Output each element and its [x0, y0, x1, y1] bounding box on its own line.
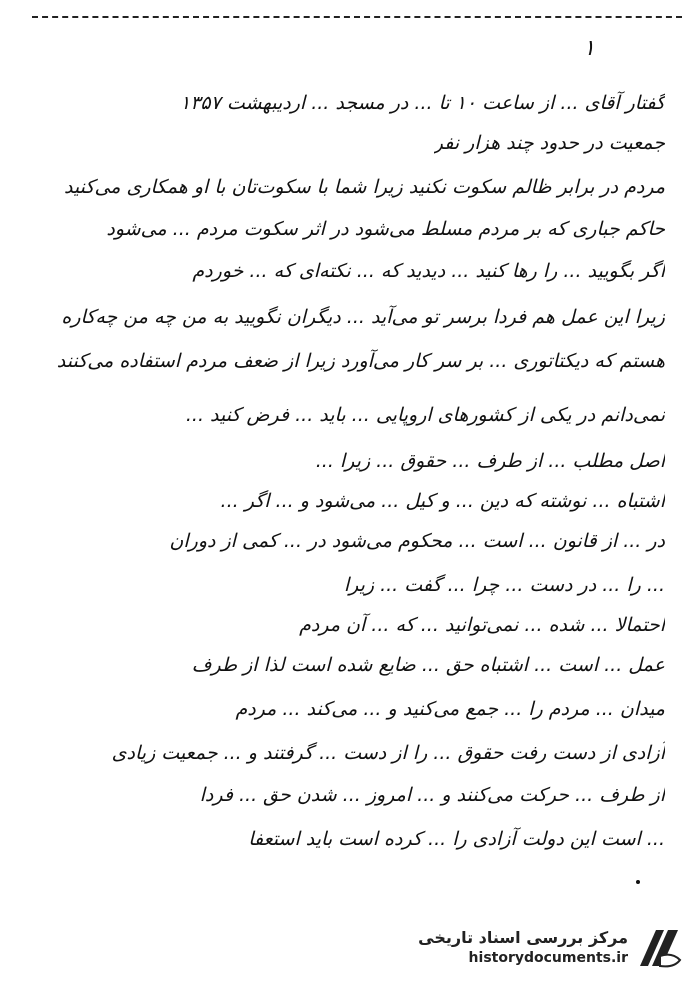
handwritten-line: اشتباه ... نوشته که دین ... و کیل ... می‌شود و ... اگر ...: [220, 490, 665, 512]
handwritten-line: در ... از قانون ... است ... محکوم می‌شود در ... کمی از دوران: [169, 530, 665, 552]
top-dashed-rule: [32, 16, 682, 18]
handwritten-line: عمل ... است ... اشتباه حق ... ضایع شده است لذا از طرف: [191, 654, 665, 676]
watermark-url: historydocuments.ir: [468, 950, 628, 966]
handwritten-line: جمعیت در حدود چند هزار نفر: [433, 132, 665, 154]
page-number: ۱: [583, 36, 595, 61]
handwritten-line: زیرا این عمل هم فردا برسر تو می‌آید ... دیگران نگویید به من چه من چه‌کاره: [61, 306, 665, 328]
handwritten-line: از طرف ... حرکت می‌کنند و ... امروز ... شدن حق ... فردا: [199, 784, 665, 806]
handwritten-line: مردم در برابر ظالم سکوت نکنید زیرا شما با سکوت‌تان با او همکاری می‌کنید: [63, 176, 665, 198]
handwritten-line: گفتار آقای ... از ساعت ۱۰ تا ... در مسجد ... اردیبهشت ۱۳۵۷: [179, 92, 665, 114]
archive-logo-icon: [634, 926, 684, 970]
archive-watermark: [420, 924, 690, 972]
handwritten-line: آزادی از دست رفت حقوق ... را از دست ... گرفتند و ... جمعیت زیادی: [111, 742, 665, 764]
handwritten-line: اگر بگویید ... را رها کنید ... دیدید که ... نکته‌ای که ... خوردم: [192, 260, 665, 282]
handwritten-line: حاکم جباری که بر مردم مسلط می‌شود در اثر سکوت مردم ... می‌شود: [106, 218, 665, 240]
handwritten-line: اصل مطلب ... از طرف ... حقوق ... زیرا ...: [315, 450, 665, 472]
handwritten-line: میدان ... مردم را ... جمع می‌کنید و ... می‌کند ... مردم: [235, 698, 665, 720]
handwritten-line: هستم که دیکتاتوری ... بر سر کار می‌آورد زیرا از ضعف مردم استفاده می‌کنند: [56, 350, 665, 372]
handwritten-line: احتمالا ... شده ... نمی‌توانید ... که ... آن مردم: [299, 614, 665, 636]
watermark-title: مرکز بررسی اسناد تاریخی: [418, 928, 628, 947]
handwritten-line: ... است این دولت آزادی را ... کرده است باید استعفا: [248, 828, 665, 850]
handwritten-line: نمی‌دانم در یکی از کشورهای اروپایی ... باید ... فرض کنید ...: [185, 404, 665, 426]
ink-dot-mark: [636, 880, 640, 884]
handwritten-line: ... را ... در دست ... چرا ... گفت ... زیرا: [343, 574, 665, 596]
